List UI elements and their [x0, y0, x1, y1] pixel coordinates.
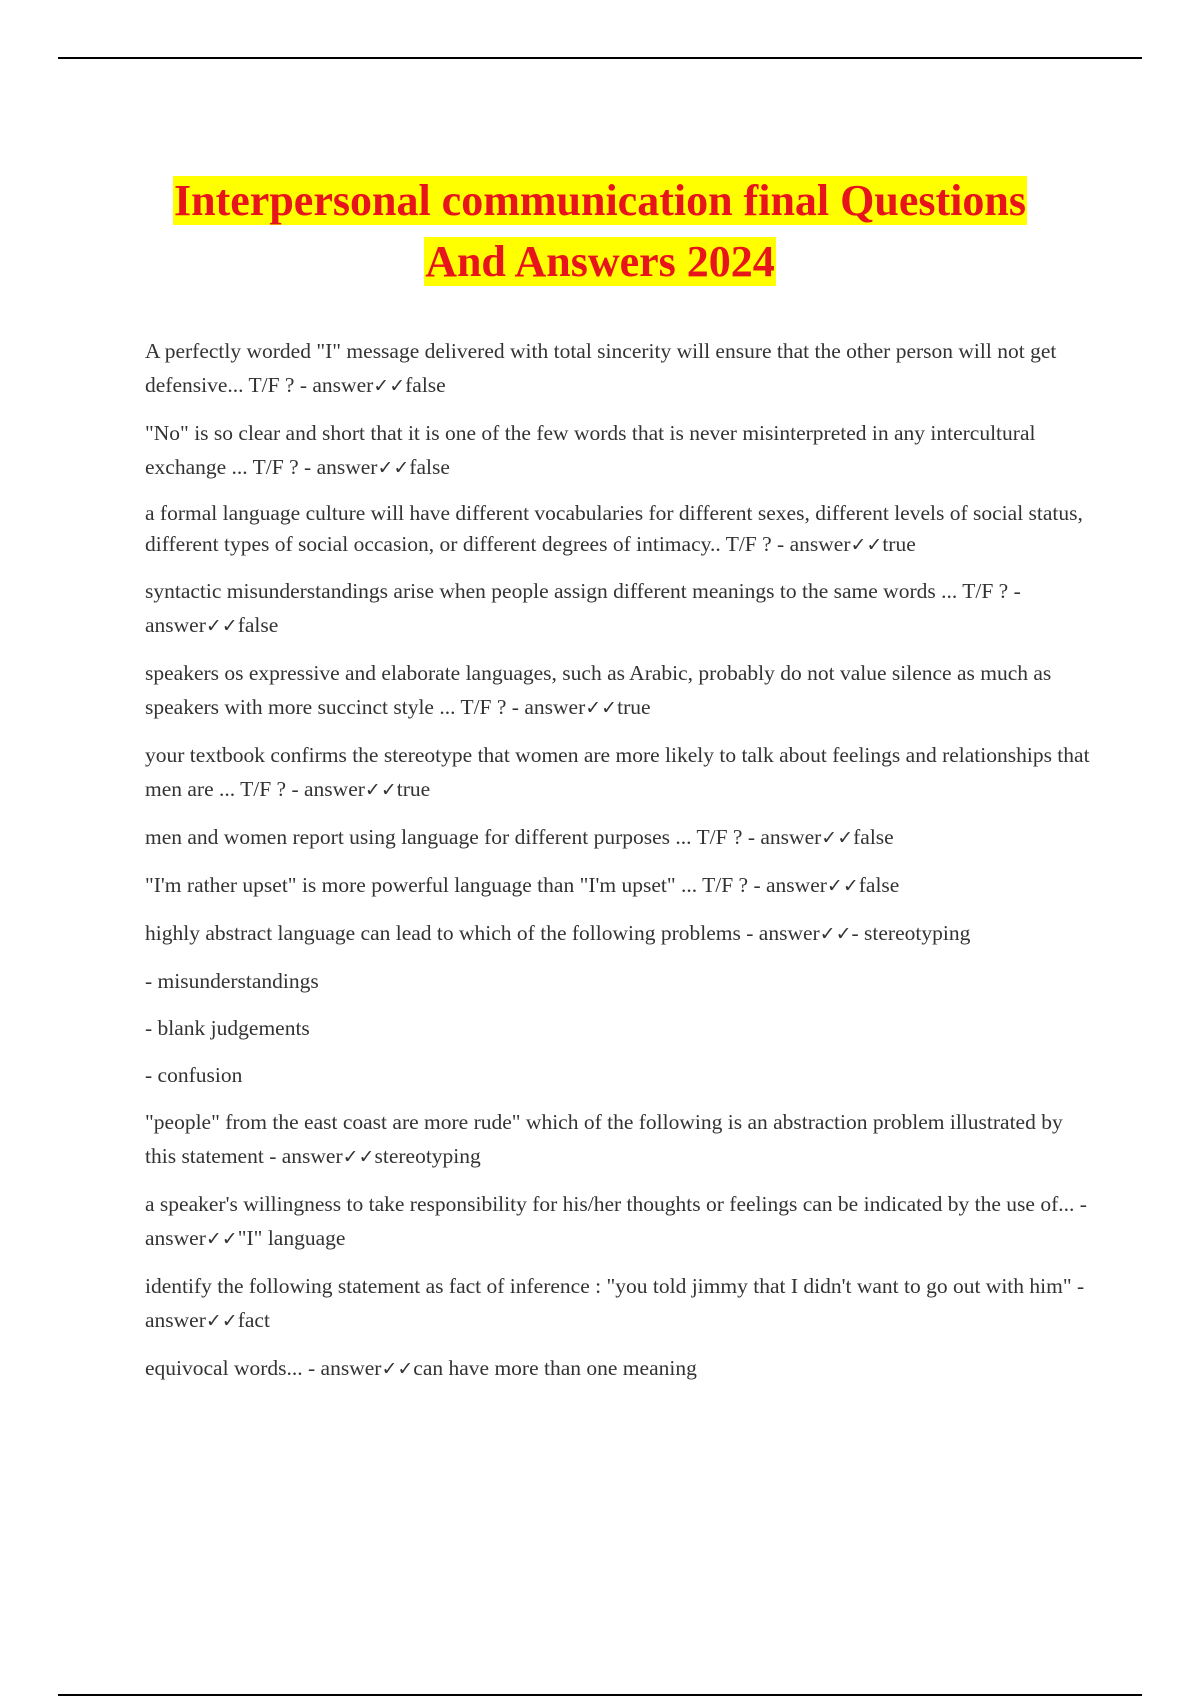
question-text: syntactic misunderstandings arise when people assign different meanings to the same words ... T/F ? -: [145, 579, 1021, 603]
answer-text: fact: [237, 1308, 270, 1332]
answer-text: "I" language: [237, 1226, 346, 1250]
question-text: speakers os expressive and elaborate languages, such as Arabic, probably do not value silence as much as speakers with more succinct style ... T/F ? -: [145, 661, 1052, 719]
question-text: your textbook confirms the stereotype that women are more likely to talk about feelings and relationships that men are ... T/F ? -: [145, 743, 1090, 801]
qa-item: [145, 656, 1090, 725]
answer-text: true: [882, 532, 916, 556]
qa-content: [145, 334, 1090, 1399]
check-icon: ✓✓: [205, 615, 238, 637]
answer-text: true: [396, 777, 431, 801]
answer-marker: answer: [524, 695, 586, 719]
title-line-2: And Answers 2024: [425, 237, 775, 286]
answer-marker: answer: [320, 1356, 382, 1380]
question-text: A perfectly worded "I" message delivered with total sincerity will ensure that the other person will not get defensive... T/F ? -: [145, 339, 1057, 397]
answer-text: - stereotyping: [851, 921, 971, 945]
check-icon: ✓✓: [381, 1358, 414, 1380]
answer-marker: answer: [789, 532, 851, 556]
check-icon: ✓✓: [377, 457, 410, 479]
question-text: equivocal words... -: [145, 1356, 321, 1380]
qa-item: [145, 416, 1090, 485]
check-icon: ✓✓: [826, 875, 859, 897]
answer-text: false: [405, 373, 446, 397]
answer-text: stereotyping: [374, 1144, 481, 1168]
qa-item: [145, 1105, 1090, 1174]
question-text: identify the following statement as fact of inference : "you told jimmy that I didn't want to go out with him" -: [145, 1274, 1085, 1298]
question-text: men and women report using language for different purposes ... T/F ? -: [145, 825, 761, 849]
answer-marker: answer: [758, 921, 820, 945]
answer-marker: answer: [760, 825, 822, 849]
check-icon: ✓✓: [373, 375, 406, 397]
check-icon: ✓✓: [205, 1310, 238, 1332]
answer-text: true: [617, 695, 651, 719]
question-text: "people" from the east coast are more rude" which of the following is an abstraction problem illustrated by this statement -: [145, 1110, 1063, 1168]
answer-text: false: [409, 455, 450, 479]
check-icon: ✓✓: [850, 534, 883, 556]
check-icon: ✓✓: [821, 827, 854, 849]
answer-text: can have more than one meaning: [413, 1356, 697, 1380]
answer-text: false: [237, 613, 279, 637]
check-icon: ✓✓: [342, 1146, 375, 1168]
list-line: - misunderstandings: [145, 969, 319, 993]
question-text: "I'm rather upset" is more powerful language than "I'm upset" ... T/F ? -: [145, 873, 767, 897]
question-text: "No" is so clear and short that it is one of the few words that is never misinterpreted in any intercultural exchange ... T/F ? -: [145, 421, 1036, 479]
answer-marker: answer: [145, 1226, 206, 1250]
answer-text: false: [858, 873, 900, 897]
document-title: [100, 170, 1100, 292]
qa-item: [145, 1351, 1090, 1386]
qa-item: [145, 1269, 1090, 1338]
check-icon: ✓✓: [205, 1228, 238, 1250]
answer-marker: answer: [766, 873, 827, 897]
qa-item: [145, 1187, 1090, 1256]
qa-item: [145, 916, 1090, 951]
list-line: - confusion: [145, 1063, 243, 1087]
check-icon: ✓✓: [585, 697, 618, 719]
title-line-1: Interpersonal communication final Questions: [174, 176, 1026, 225]
bottom-rule: [58, 1694, 1142, 1696]
answer-text: false: [853, 825, 894, 849]
top-rule: [58, 57, 1142, 59]
answer-marker: answer: [145, 1308, 206, 1332]
qa-item: [145, 574, 1090, 643]
question-text: highly abstract language can lead to which of the following problems -: [145, 921, 759, 945]
check-icon: ✓✓: [364, 779, 397, 801]
question-text: a speaker's willingness to take responsibility for his/her thoughts or feelings can be indicated by the use of... -: [145, 1192, 1087, 1216]
qa-item: [145, 820, 1090, 855]
qa-item: [145, 738, 1090, 807]
check-icon: ✓✓: [819, 923, 852, 945]
qa-item: [145, 868, 1090, 903]
answer-marker: answer: [304, 777, 365, 801]
qa-item: [145, 498, 1090, 561]
answer-marker: answer: [145, 613, 206, 637]
answer-marker: answer: [316, 455, 378, 479]
answer-marker: answer: [312, 373, 374, 397]
qa-item: [145, 334, 1090, 403]
list-line: - blank judgements: [145, 1016, 310, 1040]
question-text: a formal language culture will have different vocabularies for different sexes, different levels of social status, different types of social occasion, or different degrees of intimacy.. T/F ? -: [145, 501, 1083, 556]
answer-marker: answer: [281, 1144, 343, 1168]
